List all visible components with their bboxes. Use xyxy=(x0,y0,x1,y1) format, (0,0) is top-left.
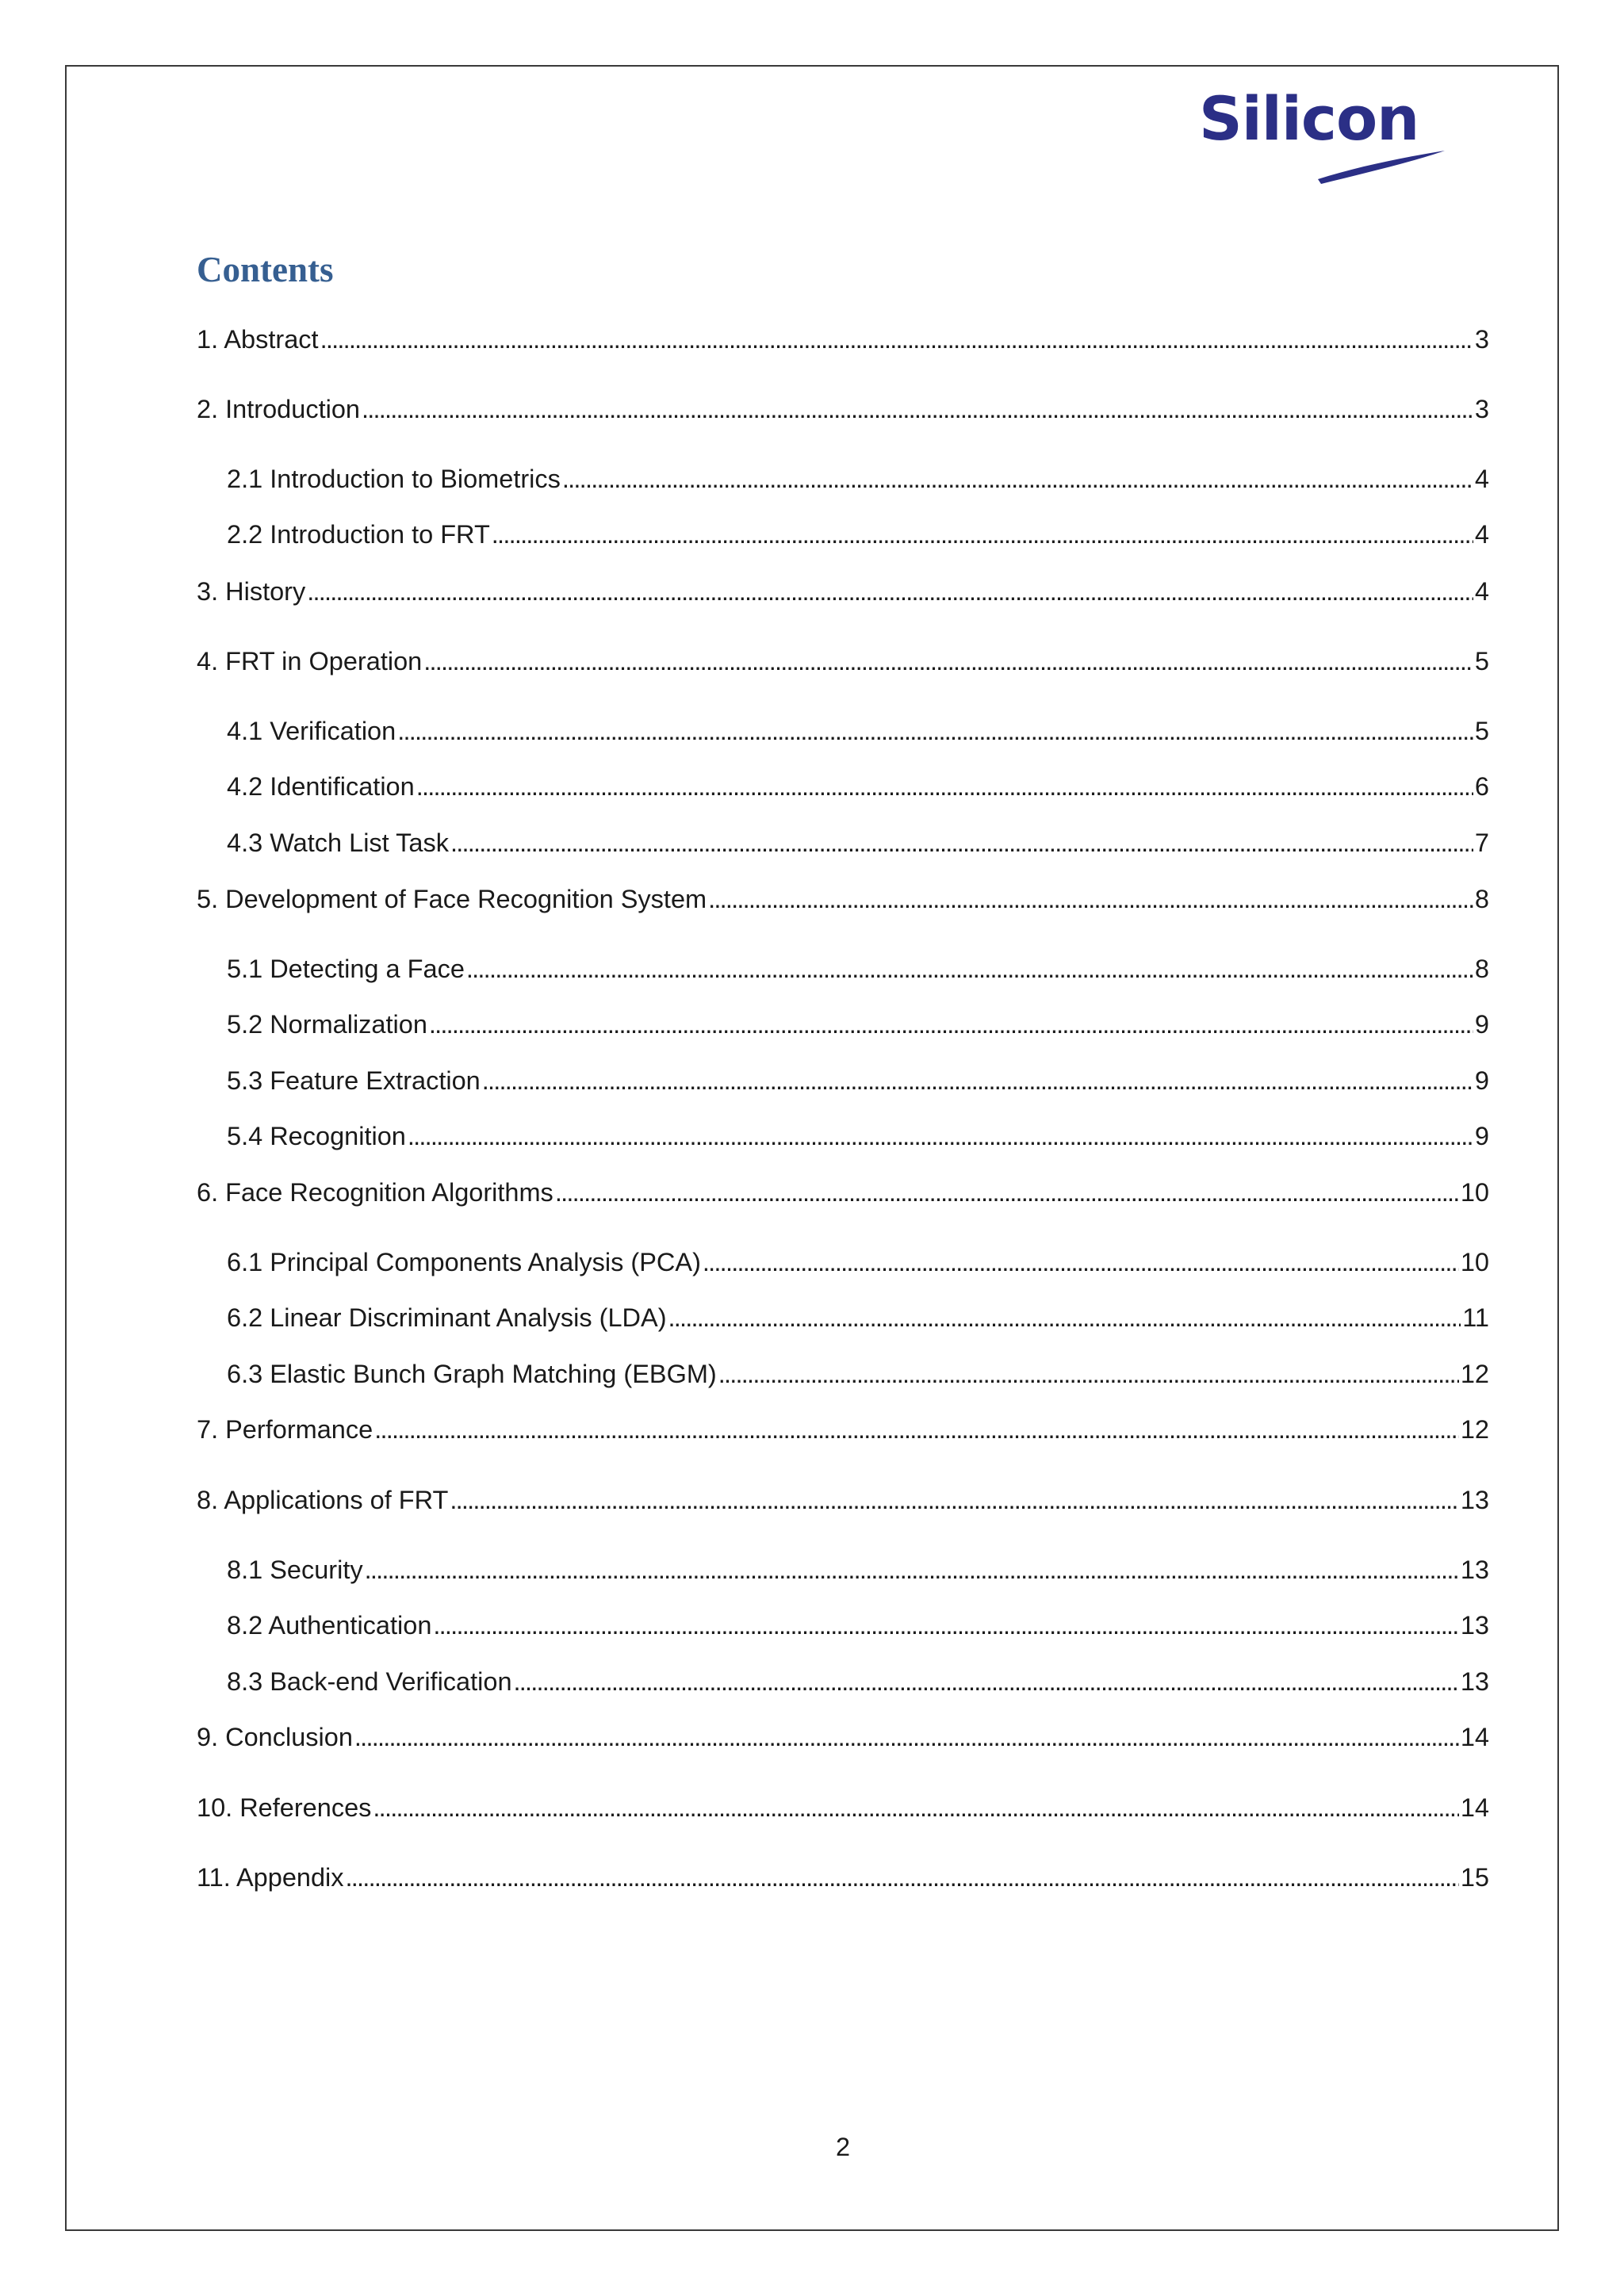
toc-entry-label: 8.1 Security xyxy=(227,1556,363,1584)
toc-dot-leader xyxy=(365,1557,1459,1583)
toc-dot-leader xyxy=(320,327,1473,353)
toc-dot-leader xyxy=(429,1012,1473,1038)
toc-entry-label: 8.2 Authentication xyxy=(227,1611,432,1640)
toc-dot-leader xyxy=(708,886,1473,913)
toc-entry-label: 6. Face Recognition Algorithms xyxy=(197,1178,553,1207)
toc-entry-page: 4 xyxy=(1474,577,1489,606)
logo-wordmark: Silicon xyxy=(1199,83,1419,154)
toc-entry-page: 9 xyxy=(1474,1066,1489,1095)
toc-entry-page: 10 xyxy=(1460,1248,1489,1276)
toc-entry-label: 5.3 Feature Extraction xyxy=(227,1066,481,1095)
toc-dot-leader xyxy=(397,718,1473,744)
toc-entry-page: 13 xyxy=(1460,1556,1489,1584)
toc-entry-label: 9. Conclusion xyxy=(197,1723,353,1751)
toc-dot-leader xyxy=(408,1123,1473,1150)
toc-entry-page: 3 xyxy=(1474,325,1489,354)
toc-dot-leader xyxy=(450,830,1473,856)
toc-dot-leader xyxy=(346,1865,1459,1891)
toc-entry-label: 6.1 Principal Components Analysis (PCA) xyxy=(227,1248,701,1276)
toc-entry[interactable] xyxy=(197,1487,1489,1513)
toc-entry-label: 5. Development of Face Recognition System xyxy=(197,885,707,913)
toc-dot-leader xyxy=(466,956,1473,982)
toc-entry-page: 10 xyxy=(1460,1178,1489,1207)
toc-entry-page: 14 xyxy=(1460,1723,1489,1751)
toc-entry-label: 2. Introduction xyxy=(197,395,360,423)
toc-dot-leader xyxy=(374,1417,1459,1443)
toc-entry[interactable] xyxy=(227,1012,1489,1038)
toc-entry[interactable] xyxy=(227,466,1489,492)
toc-entry-label: 8.3 Back-end Verification xyxy=(227,1667,512,1696)
toc-entry[interactable] xyxy=(227,1613,1489,1639)
toc-entry-label: 2.1 Introduction to Biometrics xyxy=(227,465,561,493)
toc-entry[interactable] xyxy=(227,1557,1489,1583)
toc-entry[interactable] xyxy=(197,396,1489,423)
toc-entry[interactable] xyxy=(227,1669,1489,1695)
toc-dot-leader xyxy=(668,1305,1461,1331)
toc-entry[interactable] xyxy=(197,1865,1489,1891)
toc-dot-leader xyxy=(555,1180,1459,1206)
toc-entry[interactable] xyxy=(197,1795,1489,1821)
toc-entry[interactable] xyxy=(227,1305,1489,1331)
toc-entry-page: 13 xyxy=(1460,1611,1489,1640)
toc-entry[interactable] xyxy=(197,649,1489,675)
toc-dot-leader xyxy=(373,1795,1458,1821)
toc-entry[interactable] xyxy=(197,1180,1489,1206)
toc-entry-page: 6 xyxy=(1474,772,1489,801)
contents-heading: Contents xyxy=(197,250,334,289)
toc-entry-label: 1. Abstract xyxy=(197,325,319,354)
toc-entry-page: 7 xyxy=(1474,828,1489,857)
toc-dot-leader xyxy=(718,1361,1459,1387)
toc-entry-page: 3 xyxy=(1474,395,1489,423)
toc-entry-page: 5 xyxy=(1474,647,1489,675)
toc-entry-page: 13 xyxy=(1460,1486,1489,1514)
toc-entry-label: 4.2 Identification xyxy=(227,772,415,801)
toc-entry[interactable] xyxy=(227,956,1489,982)
toc-entry[interactable] xyxy=(197,886,1489,913)
toc-entry-page: 5 xyxy=(1474,717,1489,745)
toc-entry-label: 8. Applications of FRT xyxy=(197,1486,449,1514)
toc-entry[interactable] xyxy=(197,1724,1489,1751)
toc-entry[interactable] xyxy=(227,522,1489,548)
toc-entry[interactable] xyxy=(227,1361,1489,1387)
toc-entry-page: 11 xyxy=(1462,1303,1489,1332)
toc-entry-page: 13 xyxy=(1460,1667,1489,1696)
toc-entry-page: 15 xyxy=(1460,1863,1489,1892)
toc-entry[interactable] xyxy=(227,830,1489,856)
toc-entry[interactable] xyxy=(227,1123,1489,1150)
toc-entry[interactable] xyxy=(227,718,1489,744)
toc-entry-page: 14 xyxy=(1460,1793,1489,1822)
toc-dot-leader xyxy=(514,1669,1459,1695)
toc-entry[interactable] xyxy=(227,1068,1489,1094)
toc-dot-leader xyxy=(562,466,1473,492)
toc-entry-page: 8 xyxy=(1474,955,1489,983)
toc-entry-label: 4.1 Verification xyxy=(227,717,396,745)
toc-dot-leader xyxy=(423,649,1473,675)
toc-entry[interactable] xyxy=(197,579,1489,605)
toc-entry-label: 4. FRT in Operation xyxy=(197,647,423,675)
toc-entry-page: 9 xyxy=(1474,1010,1489,1039)
toc-dot-leader xyxy=(354,1724,1459,1751)
toc-entry[interactable] xyxy=(227,774,1489,800)
toc-entry-label: 10. References xyxy=(197,1793,372,1822)
toc-entry-label: 5.1 Detecting a Face xyxy=(227,955,465,983)
toc-entry-page: 12 xyxy=(1460,1415,1489,1444)
toc-entry-label: 3. History xyxy=(197,577,306,606)
toc-entry-label: 7. Performance xyxy=(197,1415,373,1444)
toc-entry[interactable] xyxy=(197,327,1489,353)
toc-entry-label: 6.3 Elastic Bunch Graph Matching (EBGM) xyxy=(227,1360,717,1388)
toc-entry[interactable] xyxy=(227,1249,1489,1276)
toc-entry-label: 5.4 Recognition xyxy=(227,1122,406,1150)
toc-dot-leader xyxy=(362,396,1473,423)
toc-entry-label: 5.2 Normalization xyxy=(227,1010,427,1039)
page-number: 2 xyxy=(835,2133,851,2161)
toc-dot-leader xyxy=(703,1249,1459,1276)
toc-entry-page: 4 xyxy=(1474,465,1489,493)
toc-dot-leader xyxy=(492,522,1473,548)
toc-entry-label: 4.3 Watch List Task xyxy=(227,828,449,857)
toc-entry-page: 12 xyxy=(1460,1360,1489,1388)
toc-dot-leader xyxy=(416,774,1473,800)
toc-dot-leader xyxy=(307,579,1473,605)
toc-dot-leader xyxy=(450,1487,1459,1513)
toc-entry-page: 9 xyxy=(1474,1122,1489,1150)
toc-entry-page: 8 xyxy=(1474,885,1489,913)
toc-entry-page: 4 xyxy=(1474,520,1489,549)
toc-entry-label: 2.2 Introduction to FRT xyxy=(227,520,490,549)
toc-entry[interactable] xyxy=(197,1417,1489,1443)
toc-entry-label: 11. Appendix xyxy=(197,1863,344,1892)
toc-dot-leader xyxy=(482,1068,1473,1094)
toc-entry-label: 6.2 Linear Discriminant Analysis (LDA) xyxy=(227,1303,667,1332)
toc-dot-leader xyxy=(433,1613,1458,1639)
